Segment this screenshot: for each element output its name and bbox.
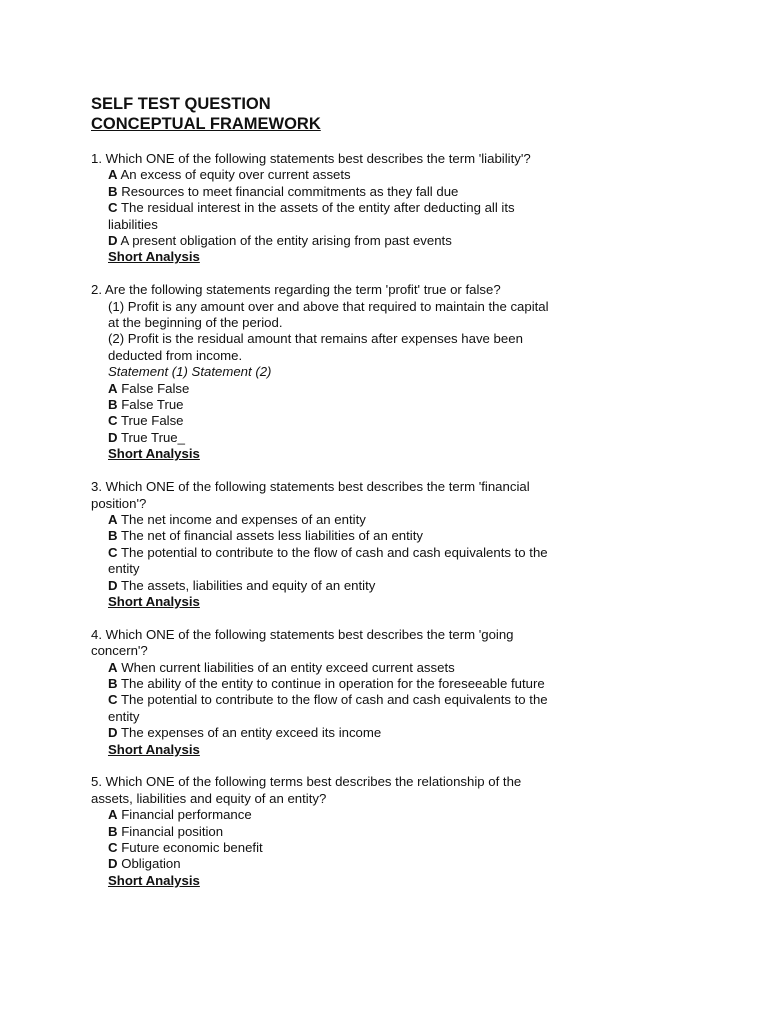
option-b: [91, 397, 561, 413]
option-letter: B: [108, 183, 118, 199]
option-letter: C: [108, 200, 118, 216]
option-letter: D: [108, 577, 118, 593]
document-title: SELF TEST QUESTION: [91, 95, 271, 113]
short-analysis-link[interactable]: Short Analysis: [108, 249, 200, 265]
option-text: Resources to meet financial commitments as they fall due: [121, 183, 459, 199]
option-letter: C: [108, 544, 118, 560]
option-text: The residual interest in the assets of the entity after deducting all its liabilities: [108, 200, 515, 232]
option-b: [91, 676, 561, 692]
option-d: [91, 233, 561, 249]
option-a: [91, 167, 561, 183]
question-stem: 1. Which ONE of the following statements best describes the term 'liability'?: [91, 151, 531, 166]
option-a: [91, 381, 561, 397]
option-d: [91, 430, 561, 446]
option-text: A present obligation of the entity arising from past events: [120, 233, 452, 249]
option-text: The ability of the entity to continue in operation for the foreseeable future: [120, 675, 545, 691]
statement-1: (1) Profit is any amount over and above that required to maintain the capital at the beginning of the period.: [108, 298, 549, 331]
option-letter: A: [108, 511, 118, 527]
option-text: The net of financial assets less liabilities of an entity: [120, 528, 423, 544]
option-c: [91, 692, 561, 725]
option-text: When current liabilities of an entity exceed current assets: [121, 659, 455, 675]
option-c: [91, 200, 561, 233]
option-text: Financial performance: [121, 807, 252, 823]
option-b: [91, 528, 561, 544]
option-text: Future economic benefit: [121, 840, 263, 855]
option-b: [91, 184, 561, 200]
option-letter: D: [108, 429, 118, 445]
option-text: True True_: [120, 429, 185, 445]
option-b: [91, 824, 561, 840]
question-3: [91, 479, 561, 610]
option-text: The expenses of an entity exceed its income: [120, 725, 382, 741]
short-analysis-link[interactable]: Short Analysis: [108, 741, 200, 757]
option-d: [91, 578, 561, 594]
question-stem: 2. Are the following statements regarding the term 'profit' true or false?: [91, 282, 501, 298]
option-letter: D: [108, 233, 118, 249]
option-a: [91, 512, 561, 528]
option-c: [91, 840, 561, 856]
option-c: [91, 413, 561, 429]
option-text: The assets, liabilities and equity of an entity: [120, 577, 376, 593]
option-text: Obligation: [121, 856, 181, 872]
option-a: [91, 660, 561, 676]
question-stem: 4. Which ONE of the following statements best describes the term 'going concern'?: [91, 626, 514, 659]
option-letter: B: [108, 528, 118, 544]
question-stem: 5. Which ONE of the following terms best describes the relationship of the assets, liabilities and equity of an entity?: [91, 774, 522, 806]
option-text: False True: [121, 397, 184, 413]
option-text: Financial position: [121, 823, 224, 839]
option-letter: C: [108, 692, 118, 708]
option-letter: D: [108, 725, 118, 741]
question-list: [91, 151, 561, 889]
option-letter: B: [108, 397, 118, 413]
option-letter: A: [108, 659, 118, 675]
option-letter: B: [108, 675, 118, 691]
option-text: An excess of equity over current assets: [120, 167, 351, 183]
statement-header: Statement (1) Statement (2): [108, 364, 272, 380]
option-c: [91, 545, 561, 578]
option-d: [91, 856, 561, 872]
question-1: [91, 151, 561, 266]
option-letter: C: [108, 413, 118, 429]
short-analysis-link[interactable]: Short Analysis: [108, 872, 200, 888]
option-text: The potential to contribute to the flow of cash and cash equivalents to the entity: [108, 692, 548, 724]
short-analysis-link[interactable]: Short Analysis: [108, 593, 200, 609]
option-text: The net income and expenses of an entity: [120, 511, 366, 527]
option-letter: A: [108, 807, 118, 823]
option-text: False False: [121, 380, 190, 396]
option-letter: B: [108, 823, 118, 839]
short-analysis-link[interactable]: Short Analysis: [108, 446, 200, 462]
option-d: [91, 725, 561, 741]
question-5: [91, 774, 561, 889]
option-letter: D: [108, 856, 118, 872]
question-2: [91, 282, 561, 462]
document-page: [91, 94, 561, 906]
statement-2: (2) Profit is the residual amount that remains after expenses have been deducted from income.: [108, 331, 523, 363]
question-4: [91, 627, 561, 758]
question-stem: 3. Which ONE of the following statements best describes the term 'financial position'?: [91, 479, 530, 511]
option-a: [91, 807, 561, 823]
option-text: True False: [120, 413, 184, 429]
option-text: The potential to contribute to the flow of cash and cash equivalents to the entity: [108, 544, 548, 577]
document-subtitle: CONCEPTUAL FRAMEWORK: [91, 115, 321, 133]
option-letter: C: [108, 840, 118, 855]
option-letter: A: [108, 380, 118, 396]
option-letter: A: [108, 167, 118, 183]
